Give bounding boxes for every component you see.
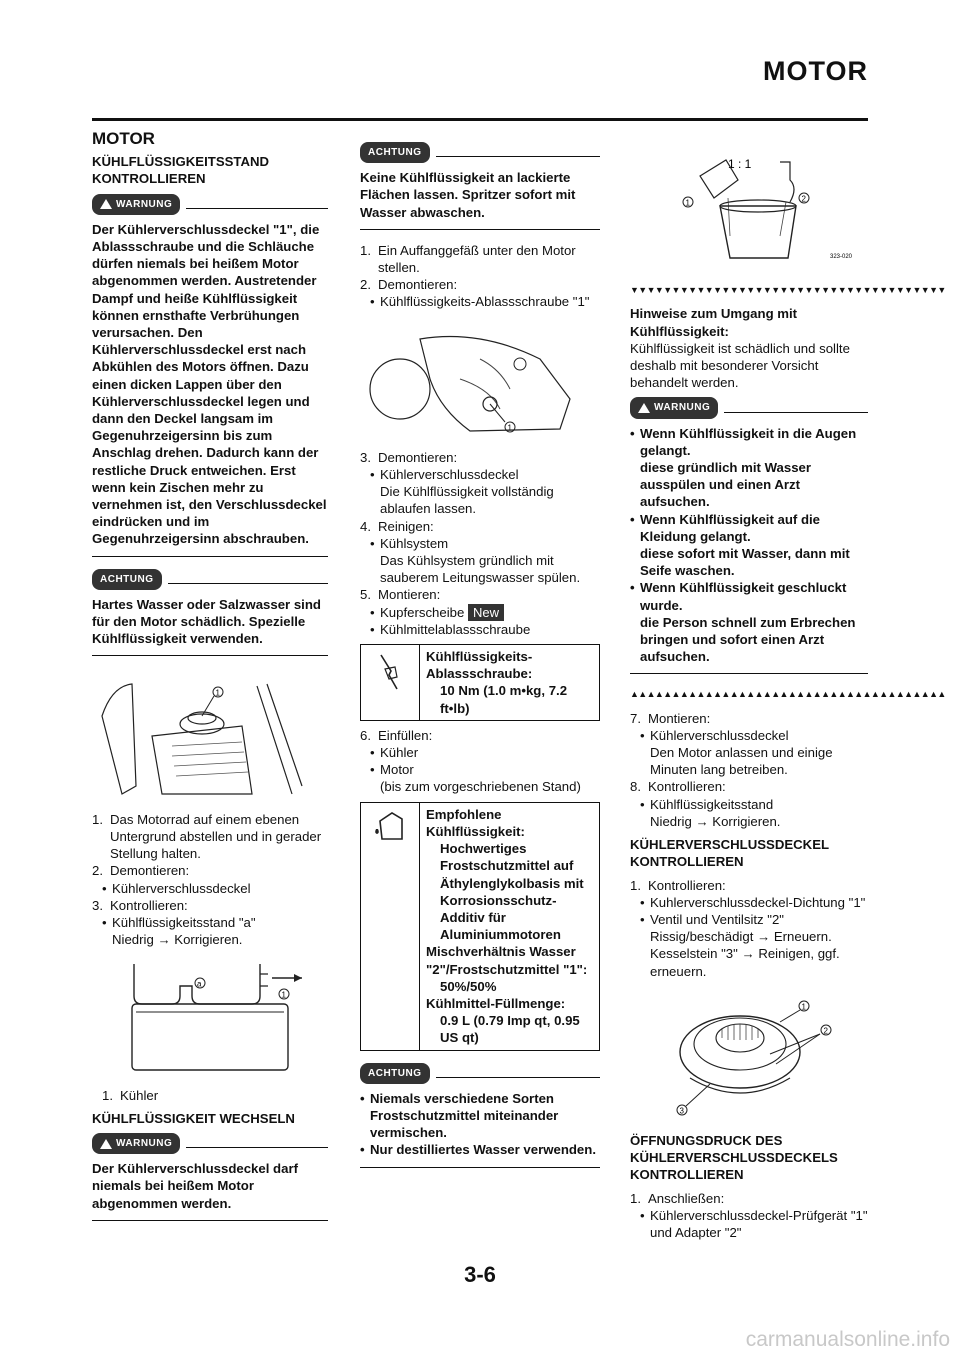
step-8-action: Niedrig → Korrigieren. xyxy=(650,813,781,829)
watermark: carmanualsonline.info xyxy=(745,1328,950,1351)
warning-triangle-icon xyxy=(638,403,650,413)
step-6-detail: (bis zum vorgeschriebenen Stand) xyxy=(380,779,581,795)
cap-step-1-bullet-2: • Ventil und Ventilsitz "2" xyxy=(640,911,784,927)
step-7-detail: Den Motor anlassen und einige Minuten lang betreiben. xyxy=(650,745,833,778)
warning-label: WARNUNG xyxy=(92,194,328,215)
page-header-title: MOTOR xyxy=(763,56,868,86)
cap-step-1-action-2: Kesselstein "3" → Reinigen, ggf. erneuern. xyxy=(650,946,840,979)
step-8: 8. Kontrollieren: xyxy=(630,779,726,795)
cap-step-1-action-1: Rissig/beschädigt → Erneuern. xyxy=(650,929,832,945)
oil-can-icon xyxy=(372,809,408,845)
warning-text: Der Kühlerverschlussdeckel "1", die Ablassschraube und die Schläuche dürfen niemals bei heißem Motor abgenommen werden. Austretender Dampf und heiße Kühlflüssigkeit können ernsthafte Verbrühungen verursachen. Den Kühlerverschlussdeckel erst nach Abkühlen des Motors öffnen. Dazu einen dicken Lappen über den Kühlerverschlussdeckel legen und dann den Deckel langsam im Gegenuhrzeigersinn bis zum Anschlag drehen. Dadurch kann der restliche Druck entweichen. Erst wenn kein Zischen mehr zu vernehmen ist, den Verschlussdeckel eindrücken und im Gegenuhrzeigersinn abschrauben. xyxy=(92,221,328,557)
svg-text:1: 1 xyxy=(507,423,512,433)
svg-text:2: 2 xyxy=(801,194,806,204)
step-6-bullet-1: • Kühler xyxy=(370,745,419,761)
step-3: 3. Kontrollieren: xyxy=(92,897,188,913)
svg-text:1: 1 xyxy=(685,198,690,208)
svg-text:3: 3 xyxy=(679,1106,684,1116)
column-2 xyxy=(360,138,600,1180)
caution-text: Keine Kühlflüssigkeit an lackierte Flächen lassen. Spritzer sofort mit Wasser abwaschen. xyxy=(360,169,600,230)
svg-text:a: a xyxy=(197,979,202,989)
subheading-coolant-change: KÜHLFLÜSSIGKEIT WECHSELN xyxy=(92,1110,295,1126)
caution-label: ACHTUNG xyxy=(92,569,328,590)
note-separator-bottom: ▲▲▲▲▲▲▲▲▲▲▲▲▲▲▲▲▲▲▲▲▲▲▲▲▲▲▲▲▲▲▲▲▲▲▲▲▲▲ xyxy=(630,689,946,700)
step-2: 2. Demontieren: xyxy=(360,277,458,293)
step-3-bullet: • Kühlerverschlussdeckel xyxy=(370,467,519,483)
warning-triangle-icon xyxy=(100,199,112,209)
svg-text:2: 2 xyxy=(823,1026,828,1036)
step-6-bullet-2: • Motor xyxy=(370,762,414,778)
radiator-cap-figure xyxy=(92,676,328,798)
step-4-detail: Das Kühlsystem gründlich mit sauberem Leitungswasser spülen. xyxy=(380,553,581,586)
svg-text:323-020: 323-020 xyxy=(830,254,853,260)
warning-list: • Wenn Kühlflüssigkeit in die Augen gelangt. diese gründlich mit Wasser ausspülen und einen Arzt aufsuchen. • Wenn Kühlflüssigkeit auf die Kleidung gelangt. diese sofort mit Wasser, dann mit Seife waschen. • Wenn Kühlflüssigkeit geschluckt wurde. die Person schnell zum Erbrechen bringen und sofort einen Arzt aufsuchen. xyxy=(630,425,868,675)
caution-label: ACHTUNG xyxy=(360,142,600,163)
step-5-bullet-2: • Kühlmittelablassschraube xyxy=(370,621,531,637)
step-2: 2. Demontieren: xyxy=(92,863,190,879)
note-heading: Hinweise zum Umgang mit Kühlflüssigkeit: xyxy=(630,306,798,339)
drain-bolt-figure xyxy=(360,319,600,437)
svg-text:1 : 1: 1 : 1 xyxy=(728,157,752,171)
step-2-bullet: • Kühlflüssigkeits-Ablassschraube "1" xyxy=(370,294,590,310)
figure-caption: 1. Kühler xyxy=(102,1087,159,1103)
svg-text:1: 1 xyxy=(215,688,220,698)
step-3-detail: Die Kühlflüssigkeit vollständig ablaufen lassen. xyxy=(380,484,554,517)
header-rule xyxy=(92,118,868,121)
step-5: 5. Montieren: xyxy=(360,587,441,603)
caution-text: Hartes Wasser oder Salzwasser sind für den Motor schädlich. Spezielle Kühlflüssigkeit verwenden. xyxy=(92,596,328,657)
radiator-cap-detail-figure xyxy=(630,988,868,1116)
section-heading: MOTOR xyxy=(92,129,155,148)
subheading-cap-check: KÜHLERVERSCHLUSSDECKEL KONTROLLIEREN xyxy=(630,837,829,870)
step-3-action: Niedrig → Korrigieren. xyxy=(112,932,243,948)
warning-label: WARNUNG xyxy=(630,397,868,418)
step-2-bullet: • Kühlerverschlussdeckel xyxy=(102,880,251,896)
step-8-bullet: • Kühlflüssigkeitsstand xyxy=(640,796,774,812)
torque-wrench-icon xyxy=(375,651,405,693)
step-7-bullet: • Kühlerverschlussdeckel xyxy=(640,727,789,743)
radiator-level-figure xyxy=(92,956,328,1074)
warning-text-2: Der Kühlerverschlussdeckel darf niemals bei heißem Motor abgenommen werden. xyxy=(92,1160,328,1221)
svg-text:1: 1 xyxy=(801,1002,806,1012)
column-3 xyxy=(630,138,946,1241)
svg-text:1: 1 xyxy=(281,990,286,1000)
warning-label-2: WARNUNG xyxy=(92,1133,328,1154)
warning-triangle-icon xyxy=(100,1139,112,1149)
step-5-bullet-1: • Kupferscheibe New xyxy=(360,604,600,621)
step-7: 7. Montieren: xyxy=(630,710,711,726)
cap-step-1-bullet-1: • Kuhlerverschlussdeckel-Dichtung "1" xyxy=(640,894,866,910)
step-4: 4. Reinigen: xyxy=(360,518,434,534)
subheading-coolant-level: KÜHLFLÜSSIGKEITSSTAND KONTROLLIEREN xyxy=(92,154,270,187)
pressure-step-1: 1. Anschließen: xyxy=(630,1190,725,1206)
subheading-cap-pressure: ÖFFNUNGSDRUCK DES KÜHLERVERSCHLUSSDECKELS KONTROLLIEREN xyxy=(630,1132,838,1183)
step-1: 1. Ein Auffanggefäß unter den Motor stellen. xyxy=(360,242,576,276)
step-3-bullet: • Kühlflüssigkeitsstand "a" xyxy=(102,914,256,930)
torque-spec-box: Kühlflüssigkeits-Ablassschraube: 10 Nm (1.0 m•kg, 7.2 ft•lb) xyxy=(360,644,600,721)
step-3: 3. Demontieren: xyxy=(360,449,458,465)
step-1: 1. Das Motorrad auf einem ebenen Untergrund abstellen und in gerader Stellung halten. xyxy=(92,811,322,862)
new-badge: New xyxy=(468,604,504,621)
step-4-bullet: • Kühlsystem xyxy=(370,535,449,551)
note-text: Kühlflüssigkeit ist schädlich und sollte deshalb mit besonderer Vorsicht behandelt werden. xyxy=(630,340,850,391)
page-number: 3-6 xyxy=(464,1262,496,1287)
coolant-mixing-figure xyxy=(630,146,868,264)
coolant-spec-box: Empfohlene Kühlflüssigkeit: Hochwertiges Frostschutzmittel auf Äthylenglykolbasis mit Korrosionsschutz-Additiv für Aluminiummotoren Mischverhältnis Wasser "2"/Frostschutzmittel "1": 50%/50% Kühlmittel-Füllmenge: 0.9 L (0.79 Imp qt, 0.95 US qt) xyxy=(360,802,600,1051)
step-6: 6. Einfüllen: xyxy=(360,727,433,743)
caution-label-2: ACHTUNG xyxy=(360,1063,600,1084)
cap-step-1: 1. Kontrollieren: xyxy=(630,877,726,893)
note-separator-top: ▼▼▼▼▼▼▼▼▼▼▼▼▼▼▼▼▼▼▼▼▼▼▼▼▼▼▼▼▼▼▼▼▼▼▼▼▼▼ xyxy=(630,285,946,296)
pressure-step-1-bullet: • Kühlerverschlussdeckel-Prüfgerät "1" und Adapter "2" xyxy=(640,1207,868,1240)
caution-list: • Niemals verschiedene Sorten Frostschutzmittel miteinander vermischen. • Nur destilliertes Wasser verwenden. xyxy=(360,1090,600,1168)
column-1 xyxy=(92,130,328,1233)
